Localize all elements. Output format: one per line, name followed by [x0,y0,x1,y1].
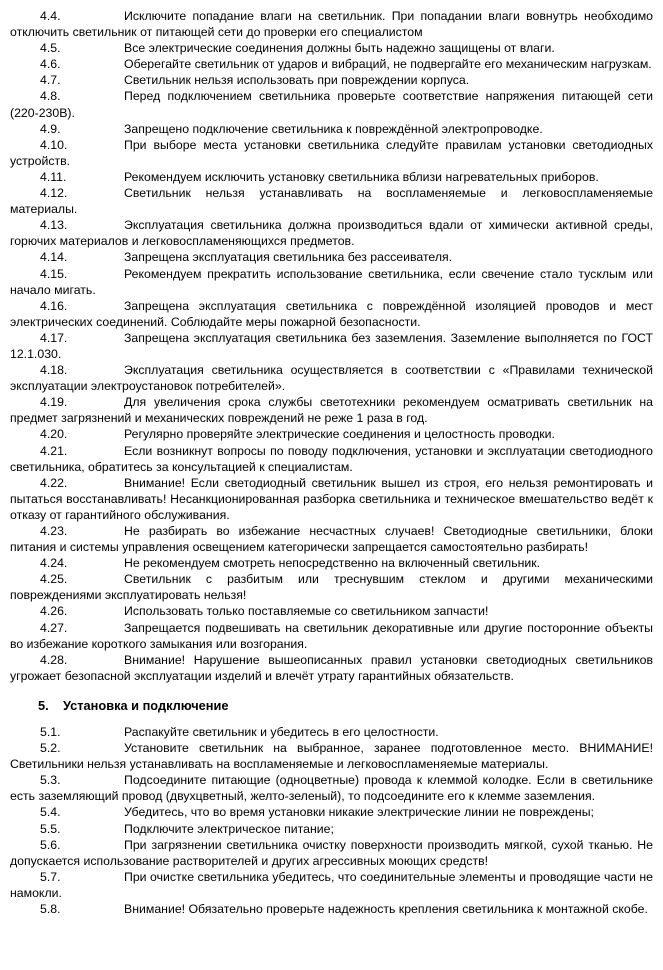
clause-paragraph [10,772,653,804]
clause-paragraph [10,571,653,603]
clause-paragraph [10,298,653,330]
clause-number: 4.25. [40,572,68,587]
clause-number: 5.4. [40,805,61,820]
clause-paragraph [10,869,653,901]
clause-paragraph [10,475,653,523]
clause-paragraph [10,185,653,217]
clause-number: 4.7. [40,73,61,88]
clause-number: 4.18. [40,363,68,378]
clause-number: 4.20. [40,427,68,442]
clause-number: 5.3. [40,773,61,788]
clause-paragraph [10,652,653,684]
clause-number: 5.7. [40,869,61,884]
clause-number: 4.26. [40,604,68,619]
clause-text: Исключите попадание влаги на светильник. При попадании влаги вовнутрь необходимо отключить светильник от питающей сети до проверки его специалистом [10,9,653,40]
clause-number: 4.8. [40,89,61,104]
clause-text: Внимание! Если светодиодный светильник вышел из строя, его нельзя ремонтировать и пытаться восстанавливать! Несанкционированная разборка светильника и техническое вмешательство ведёт к отказу от гарантийного обслуживания. [10,475,653,522]
clause-paragraph [10,8,653,40]
clause-paragraph [10,555,653,571]
document-body [10,8,653,917]
clause-text: При очистке светильника убедитесь, что соединительные элементы и проводящие части не намокли. [10,869,653,900]
clause-paragraph [10,169,653,185]
clause-text: Перед подключением светильника проверьте соответствие напряжения питающей сети (220-230В). [10,89,653,120]
clause-number: 4.27. [40,620,68,635]
clause-text: Эксплуатация светильника осуществляется в соответствии с «Правилами технической эксплуатации электроустановок потребителей». [10,363,653,394]
clause-text: Внимание! Обязательно проверьте надежность крепления светильника к монтажной скобе. [124,901,648,916]
clause-text: Внимание! Нарушение вышеописанных правил установки светодиодных светильников угрожает безопасной эксплуатации изделий и влечёт утрату гарантийных обязательств. [10,652,653,683]
clause-number: 4.23. [40,524,68,538]
clause-number: 4.5. [40,41,61,56]
clause-text: Не разбирать во избежание несчастных случаев! Светодиодные светильники, блоки питания и системы управления освещением категорически запрещается самостоятельно разбирать! [10,524,653,555]
clause-text: Запрещено подключение светильника к повреждённой электропроводке. [124,121,543,136]
clause-paragraph [10,56,653,72]
clause-text: При загрязнении светильника очистку поверхности производить мягкой, сухой тканью. Не допускается использование растворителей и других агрессивных моющих средств! [10,837,653,868]
clause-number: 5.8. [40,901,61,916]
clause-number: 4.21. [40,443,68,458]
clause-paragraph [10,804,653,820]
clause-paragraph [10,603,653,619]
clause-number: 4.12. [40,186,68,201]
clause-number: 4.4. [40,9,61,23]
clause-text: Запрещена эксплуатация светильника с повреждённой изоляцией проводов и мест электрических соединений. Соблюдайте меры пожарной безопасности. [10,298,653,329]
clause-text: Запрещается подвешивать на светильник декоративные или другие посторонние объекты во избежание короткого замыкания или возгорания. [10,620,653,651]
clause-paragraph [10,394,653,426]
clause-paragraph [10,362,653,394]
clause-number: 4.11. [40,169,67,184]
clause-text: Запрещена эксплуатация светильника без заземления. Заземление выполняется по ГОСТ 12.1.030. [10,330,653,361]
clause-paragraph [10,330,653,362]
clause-number: 4.19. [40,395,68,410]
clause-number: 4.10. [40,137,68,152]
clause-text: Рекомендуем исключить установку светильника вблизи нагревательных приборов. [124,169,599,184]
clause-text: Светильник нельзя использовать при повреждении корпуса. [124,73,470,88]
clause-text: Оберегайте светильник от ударов и вибраций, не подвергайте его механическим нагрузкам. [124,57,652,72]
clause-number: 4.9. [40,121,61,136]
clause-text: Светильник с разбитым или треснувшим стеклом и другими механическими повреждениями эксплуатировать нельзя! [10,572,653,603]
clause-paragraph [10,740,653,772]
clause-number: 4.24. [40,556,68,571]
section-number: 5. [38,697,49,713]
clause-number: 4.28. [40,652,68,667]
clause-number: 4.14. [40,250,68,265]
clause-text: Подсоедините питающие (одноцветные) провода к клеммой колодке. Если в светильнике есть заземляющий провод (двухцветный, желто-зеленый), то подсоедините его к клемме заземления. [10,773,653,804]
clause-paragraph [10,266,653,298]
clause-text: Регулярно проверяйте электрические соединения и целостность проводки. [124,427,555,442]
section-heading [10,698,653,714]
clause-text: Убедитесь, что во время установки никакие электрические линии не повреждены; [124,805,594,820]
clause-text: Установите светильник на выбранное, заранее подготовленное место. ВНИМАНИЕ! Светильники нельзя устанавливать на воспламеняемые и легковоспламеняемые материалы. [10,741,653,772]
clause-text: Запрещена эксплуатация светильника без рассеивателя. [124,250,453,265]
clause-text: Если возникнут вопросы по поводу подключения, установки и эксплуатации светодиодного светильника, обратитесь за консультацией к специалистам. [10,443,653,474]
clause-paragraph [10,249,653,265]
section-title: Установка и подключение [63,697,229,713]
clause-number: 4.17. [40,330,68,345]
clause-text: Не рекомендуем смотреть непосредственно на включенный светильник. [124,556,541,571]
clause-number: 5.6. [40,837,61,852]
clause-number: 4.15. [40,266,68,281]
clause-paragraph [10,121,653,137]
clause-text: Использовать только поставляемые со светильником запчасти! [124,604,489,619]
clause-paragraph [10,620,653,652]
clause-text: Эксплуатация светильника должна производиться вдали от химически активной среды, горючих материалов и легковоспламеняющихся предметов. [10,218,653,249]
clause-paragraph [10,837,653,869]
clause-paragraph [10,426,653,442]
clause-number: 4.6. [40,57,61,72]
clause-text: Рекомендуем прекратить использование светильника, если свечение стало тусклым или начало мигать. [10,266,653,297]
clause-number: 4.22. [40,475,68,490]
clause-text: При выборе места установки светильника следуйте правилам установки светодиодных устройств. [10,137,653,168]
clause-paragraph [10,901,653,917]
clause-number: 5.2. [40,741,61,756]
clause-paragraph [10,443,653,475]
clause-paragraph [10,40,653,56]
clause-paragraph [10,217,653,249]
clause-paragraph [10,72,653,88]
clause-paragraph [10,88,653,120]
clause-number: 4.13. [40,218,68,233]
clause-text: Подключите электрическое питание; [124,821,334,836]
clause-text: Светильник нельзя устанавливать на воспламеняемые и легковоспламеняемые материалы. [10,186,653,217]
clause-paragraph [10,821,653,837]
clause-text: Распакуйте светильник и убедитесь в его целостности. [124,724,439,739]
clause-paragraph [10,724,653,740]
clause-number: 5.1. [40,724,61,739]
clause-number: 4.16. [40,298,68,313]
clause-paragraph [10,137,653,169]
clause-paragraph [10,523,653,555]
clause-number: 5.5. [40,821,61,836]
clause-text: Для увеличения срока службы светотехники рекомендуем осматривать светильник на предмет загрязнений и механических повреждений не реже 1 раза в год. [10,395,653,426]
clause-text: Все электрические соединения должны быть надежно защищены от влаги. [124,41,555,56]
